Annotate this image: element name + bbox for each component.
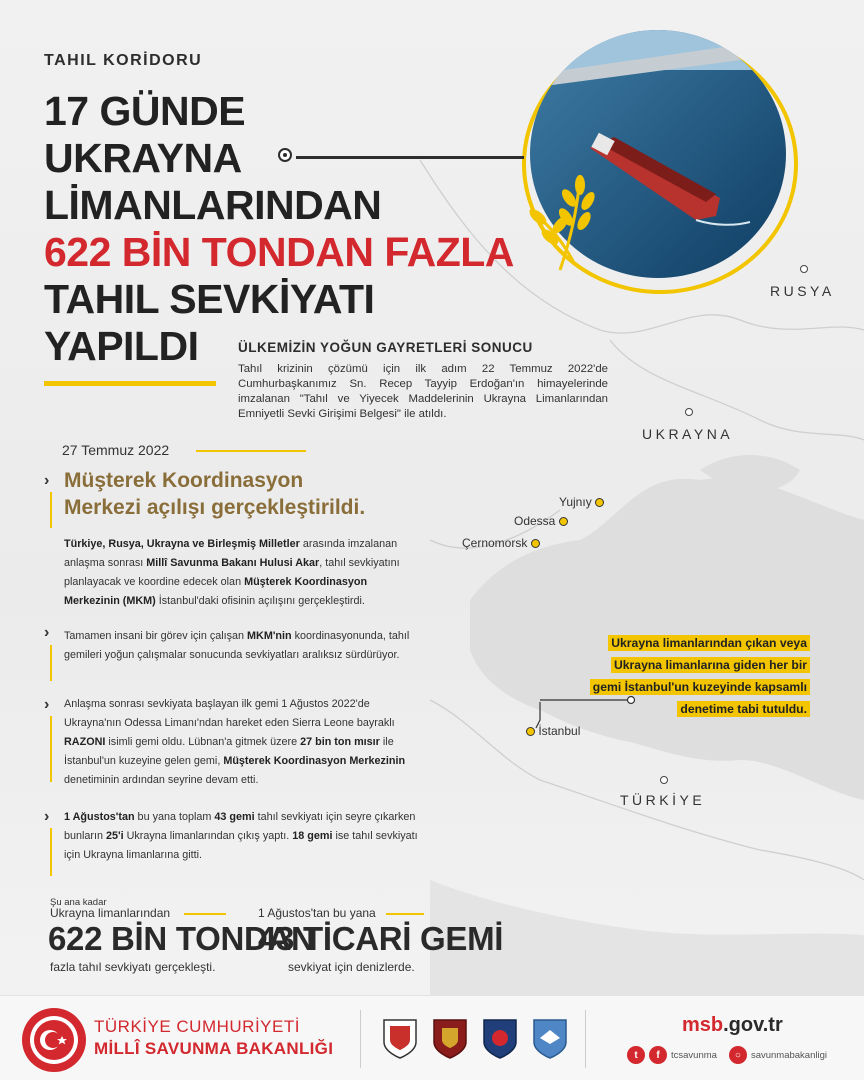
location-marker-icon [800, 265, 808, 273]
city-dot-icon [595, 498, 604, 507]
text: , tahıl sevkiyatını planlayacak ve koordine edecek olan [64, 557, 400, 588]
social-handle[interactable]: savunmabakanligi [750, 1049, 827, 1061]
pointer-dot-icon [278, 148, 292, 162]
chevron-right-icon: › [44, 696, 50, 713]
country-label-turkey: TÜRKİYE [620, 792, 706, 808]
stat-label: Ukrayna limanlarından [50, 906, 171, 920]
bold-text: Müşterek Koordinasyon Merkezinin (MKM) [64, 576, 368, 607]
stat-label: 1 Ağustos'tan bu yana [258, 906, 376, 920]
title-line: LİMANLARINDAN [44, 182, 382, 228]
social-links [627, 1046, 827, 1064]
city-label-odessa [514, 514, 568, 528]
country-label-ukraine: UKRAYNA [642, 426, 734, 442]
text: Anlaşma sonrası sevkiyata başlayan ilk gemi 1 Ağustos 2022'de Ukrayna'nın Odessa Limanı'ndan hareket eden Sierra Leone bayraklı [64, 698, 395, 729]
city-dot-icon [531, 539, 540, 548]
chevron-right-icon: › [44, 808, 50, 825]
highlight-callout [590, 632, 810, 720]
stat-rule [386, 913, 424, 915]
social-handle[interactable]: tcsavunma [671, 1049, 717, 1061]
title-line: 17 GÜNDE [44, 88, 246, 134]
bold-text: 27 bin ton mısır [300, 736, 380, 748]
stat-rule [184, 913, 226, 915]
page-title [44, 88, 514, 370]
paragraph [64, 695, 422, 790]
location-marker-icon [660, 776, 668, 784]
ministry-emblem-icon [20, 1006, 88, 1074]
instagram-icon[interactable]: ○ [729, 1046, 747, 1064]
headline-line: Müşterek Koordinasyon [64, 469, 304, 492]
site-domain: .gov.tr [723, 1014, 783, 1036]
paragraph [64, 535, 422, 611]
title-line: UKRAYNA [44, 135, 242, 181]
stat-value: 622 BİN TONDAN [48, 920, 315, 957]
chevron-right-icon: › [44, 472, 50, 489]
bold-text: 25'i [106, 830, 124, 842]
accent-rule [50, 828, 52, 876]
footer-divider [585, 1010, 586, 1068]
bold-text: 43 gemi [214, 811, 255, 823]
land-forces-emblem-icon [382, 1018, 418, 1060]
bold-text: RAZONI [64, 736, 106, 748]
date-rule [196, 450, 306, 452]
text: denetiminin ardından seyrine devam etti. [64, 774, 259, 786]
stat-caption: Şu ana kadar [50, 897, 107, 908]
accent-rule [50, 645, 52, 681]
city-name: İstanbul [538, 724, 581, 738]
website-link[interactable] [682, 1014, 783, 1037]
location-marker-icon [685, 408, 693, 416]
city-name: Çernomorsk [462, 536, 528, 550]
air-force-emblem-icon [532, 1018, 568, 1060]
site-main: msb [682, 1014, 724, 1036]
bold-text: Türkiye, Rusya, Ukrayna ve Birleşmiş Milletler [64, 538, 300, 550]
stat-subtext: sevkiyat için denizlerde. [288, 960, 415, 974]
text: arasında imzalanan anlaşma sonrası [64, 538, 398, 569]
text: ise tahıl sevkiyatı için Ukrayna limanlarına gitti. [64, 830, 418, 861]
callout-line-text: denetime tabi tutuldu. [677, 701, 810, 717]
title-highlight: 622 BİN TONDAN FAZLA [44, 229, 514, 275]
text: Tamamen insani bir görev için çalışan [64, 630, 248, 642]
text: isimli gemi oldu. Lübnan'a gitmek üzere [105, 736, 301, 748]
accent-rule [50, 492, 52, 528]
city-name: Yujnıy [559, 495, 592, 509]
text: bu yana toplam [134, 811, 215, 823]
intro-heading: ÜLKEMİZİN YOĞUN GAYRETLERİ SONUCU [238, 340, 533, 355]
coast-guard-emblem-icon [482, 1018, 518, 1060]
kicker: TAHIL KORİDORU [44, 52, 203, 69]
stat-subtext: fazla tahıl sevkiyatı gerçekleşti. [50, 960, 216, 974]
text: tahıl sevkiyatı için seyre çıkarken bunların [64, 811, 416, 842]
title-line: YAPILDI [44, 323, 199, 369]
brand-line-2: MİLLÎ SAVUNMA BAKANLIĞI [94, 1039, 334, 1058]
accent-rule [50, 716, 52, 782]
gendarmerie-emblem-icon [432, 1018, 468, 1060]
callout-line-text: Ukrayna limanlarına giden her bir [611, 657, 810, 673]
city-label-yujniy [559, 495, 604, 509]
border-line [610, 340, 864, 440]
wheat-icon [520, 165, 610, 275]
intro-body: Tahıl krizinin çözümü için ilk adım 22 Temmuz 2022'de Cumhurbaşkanımız Sn. Recep Tayyip Erdoğan'ın himayelerinde imzalanan "Tahıl ve Yiyecek Maddelerinin Ukrayna Limanlarından Emniyetli Sevki Girişimi Belgesi" ile atıldı. [238, 363, 608, 420]
bold-text: Müşterek Koordinasyon Merkezinin [223, 755, 406, 767]
bold-text: 18 gemi [292, 830, 333, 842]
city-dot-icon [559, 517, 568, 526]
city-dot-icon [526, 727, 535, 736]
callout-line-text: gemi İstanbul'un kuzeyinde kapsamlı [590, 679, 810, 695]
section-headline [64, 467, 365, 521]
callout-line-text: Ukrayna limanlarından çıkan veya [608, 635, 810, 651]
facebook-icon[interactable]: f [649, 1046, 667, 1064]
country-label-russia: RUSYA [770, 283, 835, 299]
city-name: Odessa [514, 514, 556, 528]
text: ile İstanbul'un kuzeyine gelen gemi, [64, 736, 394, 767]
chevron-right-icon: › [44, 624, 50, 641]
paragraph [64, 808, 422, 865]
text: İstanbul'daki ofisinin açılışını gerçekleştirdi. [155, 595, 365, 607]
pointer-line [296, 156, 524, 159]
twitter-icon[interactable]: t [627, 1046, 645, 1064]
city-label-chernomorsk [462, 536, 540, 550]
bold-text: 1 Ağustos'tan [64, 811, 135, 823]
stat-value: 43 TİCARİ GEMİ [258, 920, 504, 957]
title-underline [44, 381, 216, 386]
bold-text: MKM'nin [247, 630, 292, 642]
text: Ukrayna limanlarından çıkış yaptı. [123, 830, 293, 842]
paragraph [64, 627, 422, 665]
city-label-istanbul [526, 724, 580, 738]
title-line: TAHIL SEVKİYATI [44, 276, 375, 322]
date-label: 27 Temmuz 2022 [62, 442, 170, 458]
text: koordinasyonunda, tahıl gemileri yoğun çalışmalar sonucunda sevkiyatları aralıksız sürdürüyor. [64, 630, 410, 661]
bold-text: Millî Savunma Bakanı Hulusi Akar [146, 557, 320, 569]
footer-divider [360, 1010, 361, 1068]
headline-line: Merkezi açılışı gerçekleştirildi. [64, 496, 366, 519]
brand-line-1: TÜRKİYE CUMHURİYETİ [94, 1017, 300, 1036]
